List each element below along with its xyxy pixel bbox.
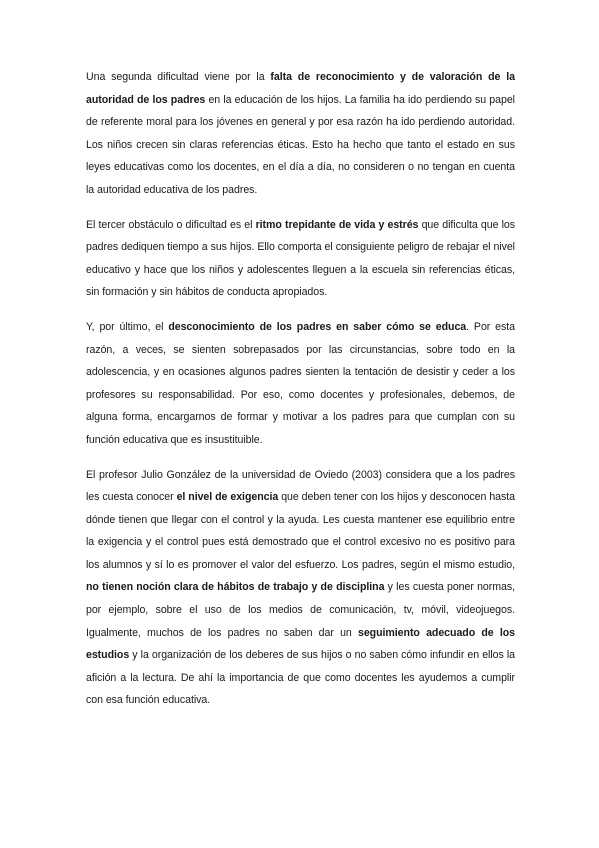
paragraph-1-text: en la educación de los hijos. La familia ha ido perdiendo su papel de referente moral para los jóvenes en general y por esa razón ha ido perdiendo autoridad. Los niños crecen sin claras referencias éticas. Esto ha hecho que tanto el estado en sus leyes educativas como los docentes, en el día a día, no consideren o no tengan en cuenta la autoridad educativa de los padres.	[86, 93, 515, 196]
paragraph-3-bold: desconocimiento de los padres en saber cómo se educa	[168, 320, 467, 333]
paragraph-3-text: Y, por último, el	[86, 320, 169, 333]
paragraph-4-text: que deben tener con los hijos y desconocen hasta dónde tienen que llegar con el control y la ayuda. Les cuesta mantener ese equilibrio entre la exigencia y el control pues está demostrado que el control excesivo no es positivo para los alumnos y sí lo es promover el valor del esfuerzo. Los padres, según el mismo estudio,	[86, 491, 515, 571]
paragraph-1-bold: falta de reconocimiento y de valoración de la autoridad de los padres	[86, 71, 515, 106]
paragraph-4	[86, 464, 515, 713]
paragraph-2-bold: ritmo trepidante de vida y estrés	[255, 218, 419, 231]
paragraph-2	[86, 214, 515, 304]
paragraph-4-text: El profesor Julio González de la universidad de Oviedo (2003) considera que a los padres les cuesta conocer	[86, 468, 515, 504]
paragraph-3	[86, 316, 515, 452]
paragraph-4-text: y les cuesta poner normas, por ejemplo, sobre el uso de los medios de comunicación, tv, móvil, videojuegos. Igualmente, muchos de los padres no saben dar un	[86, 581, 515, 639]
paragraph-1	[86, 66, 515, 202]
paragraph-4-text: y la organización de los deberes de sus hijos o no saben cómo infundir en ellos la afición a la lectura. De ahí la importancia de que como docentes les ayudemos a cumplir con esa función educativa.	[86, 649, 515, 707]
paragraph-1-text: Una segunda dificultad viene por la	[86, 71, 271, 83]
paragraph-4-bold: seguimiento adecuado de los estudios	[86, 626, 516, 662]
paragraph-2-text: que dificulta que los padres dediquen tiempo a sus hijos. Ello comporta el consiguiente peligro de rebajar el nivel educativo y hace que los niños y adolescentes lleguen a la escuela sin referencias éticas, sin formación y sin hábitos de conducta apropiados.	[86, 218, 515, 299]
paragraph-2-text: El tercer obstáculo o dificultad es el	[86, 218, 256, 231]
paragraph-4-bold: el nivel de exigencia	[176, 491, 279, 504]
paragraph-4-bold: no tienen noción clara de hábitos de trabajo y de disciplina	[86, 581, 385, 594]
paragraph-3-text: . Por esta razón, a veces, se sienten sobrepasados por las circunstancias, sobre todo en la adolescencia, y en ocasiones algunos padres sienten la tentación de desistir y ceder a los profesores su responsabilidad. Por eso, como docentes y profesionales, debemos, de alguna forma, encargarnos de formar y motivar a los padres para que cumplan con su función educativa que es insustituible.	[86, 320, 515, 446]
